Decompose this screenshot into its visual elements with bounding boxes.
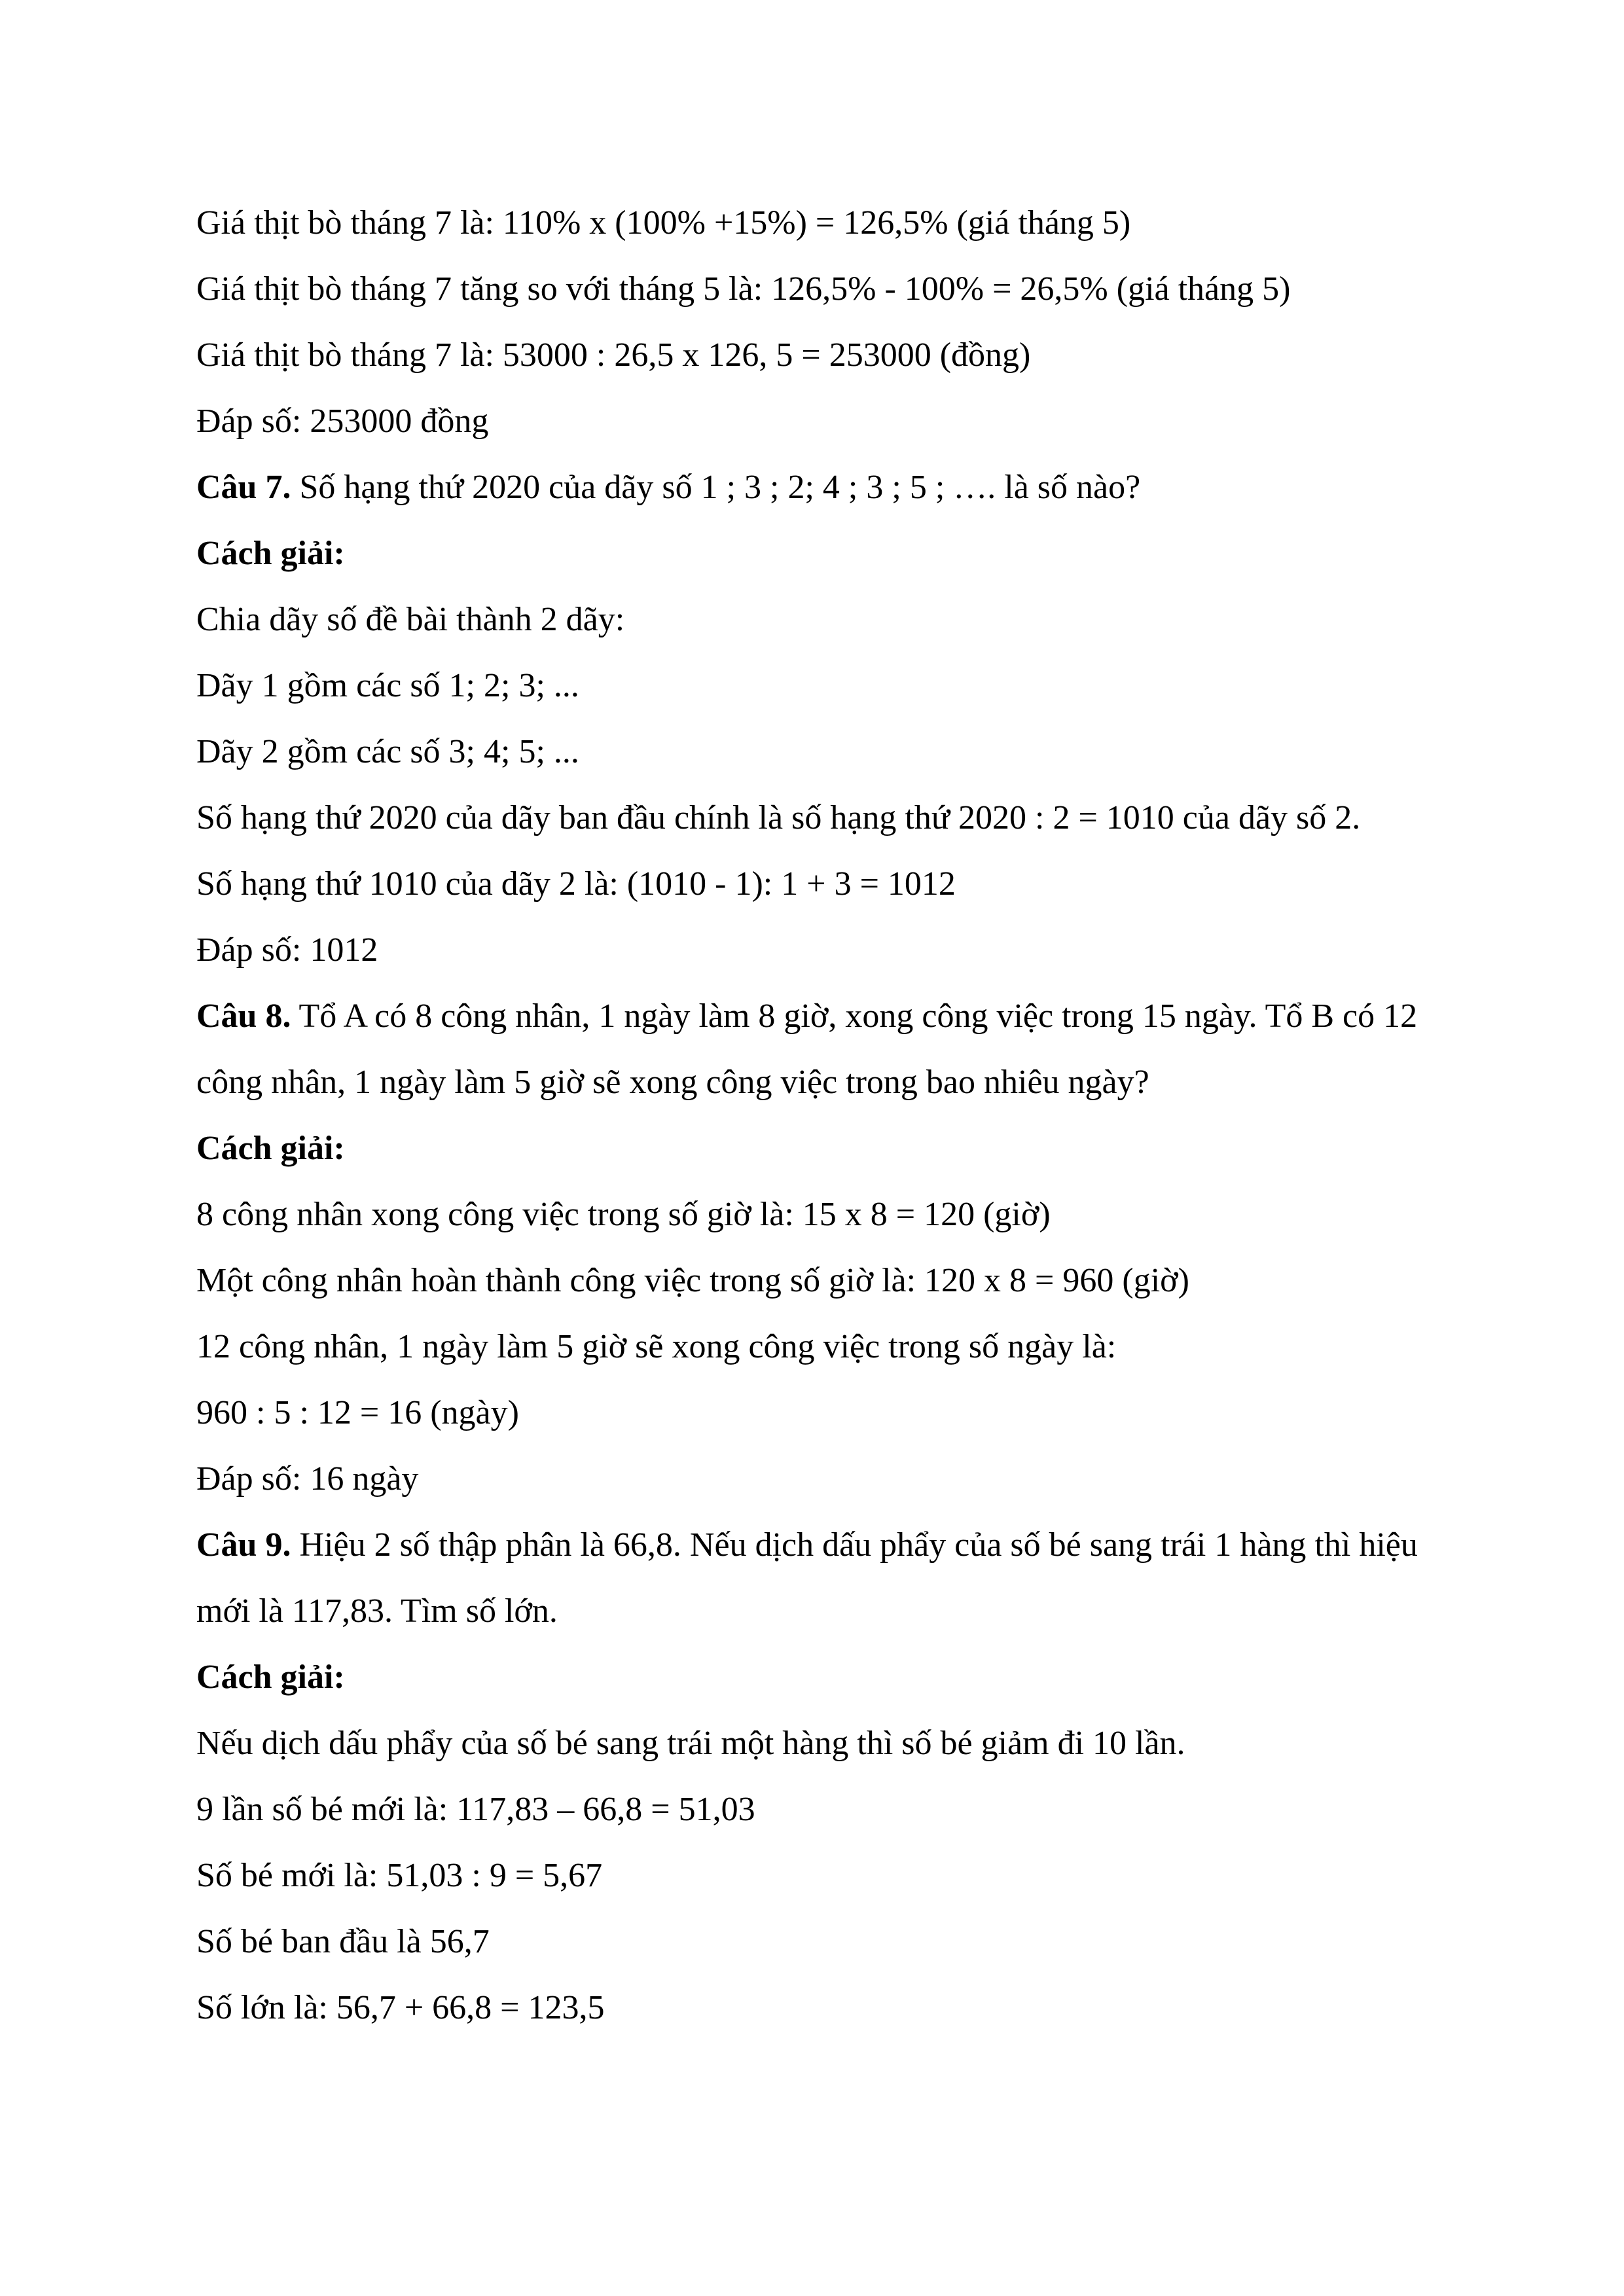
q9-solution-line-3: Số bé mới là: 51,03 : 9 = 5,67 — [196, 1857, 603, 1894]
q8-label: Câu 8. — [196, 997, 291, 1035]
q7-question — [196, 454, 1440, 520]
q8-solution-line-3: 12 công nhân, 1 ngày làm 5 giờ sẽ xong công việc trong số ngày là: — [196, 1328, 1117, 1365]
q9-label: Câu 9. — [196, 1526, 291, 1564]
document-page — [196, 190, 1440, 2041]
q6-solution-line-3: Giá thịt bò tháng 7 là: 53000 : 26,5 x 126, 5 = 253000 (đồng) — [196, 336, 1031, 374]
q9-solution-line-5: Số lớn là: 56,7 + 66,8 = 123,5 — [196, 1989, 605, 2026]
q7-text: Số hạng thứ 2020 của dãy số 1 ; 3 ; 2; 4 ; 3 ; 5 ; …. là số nào? — [291, 469, 1141, 506]
q6-solution-line-1: Giá thịt bò tháng 7 là: 110% x (100% +15%) = 126,5% (giá tháng 5) — [196, 204, 1131, 242]
q9-solution-line-4: Số bé ban đầu là 56,7 — [196, 1923, 490, 1960]
q8-solution-line-1: 8 công nhân xong công việc trong số giờ là: 15 x 8 = 120 (giờ) — [196, 1196, 1051, 1233]
q8-answer: Đáp số: 16 ngày — [196, 1460, 419, 1498]
q9-solution-line-2: 9 lần số bé mới là: 117,83 – 66,8 = 51,03 — [196, 1791, 755, 1828]
q7-answer: Đáp số: 1012 — [196, 931, 378, 969]
q9-solution-heading: Cách giải: — [196, 1659, 345, 1696]
q9-text: Hiệu 2 số thập phân là 66,8. Nếu dịch dấu phẩy của số bé sang trái 1 hàng thì hiệu mới là 117,83. Tìm số lớn. — [196, 1526, 1418, 1630]
q7-solution-line-5: Số hạng thứ 1010 của dãy 2 là: (1010 - 1): 1 + 3 = 1012 — [196, 865, 956, 903]
q6-solution-line-2: Giá thịt bò tháng 7 tăng so với tháng 5 là: 126,5% - 100% = 26,5% (giá tháng 5) — [196, 270, 1291, 308]
q7-solution-line-4: Số hạng thứ 2020 của dãy ban đầu chính là số hạng thứ 2020 : 2 = 1010 của dãy số 2. — [196, 799, 1361, 836]
q7-solution-line-1: Chia dãy số đề bài thành 2 dãy: — [196, 601, 625, 638]
q7-solution-line-2: Dãy 1 gồm các số 1; 2; 3; ... — [196, 667, 579, 704]
q8-text: Tổ A có 8 công nhân, 1 ngày làm 8 giờ, xong công việc trong 15 ngày. Tổ B có 12 công nhân, 1 ngày làm 5 giờ sẽ xong công việc trong bao nhiêu ngày? — [196, 997, 1418, 1101]
q7-solution-line-3: Dãy 2 gồm các số 3; 4; 5; ... — [196, 733, 579, 770]
q8-solution-line-2: Một công nhân hoàn thành công việc trong số giờ là: 120 x 8 = 960 (giờ) — [196, 1262, 1189, 1299]
q7-label: Câu 7. — [196, 469, 291, 506]
q9-question — [196, 1512, 1440, 1644]
q9-solution-line-1: Nếu dịch dấu phẩy của số bé sang trái một hàng thì số bé giảm đi 10 lần. — [196, 1725, 1185, 1762]
q6-answer: Đáp số: 253000 đồng — [196, 403, 489, 440]
q8-solution-heading: Cách giải: — [196, 1130, 345, 1167]
q8-question — [196, 983, 1440, 1115]
q7-solution-heading: Cách giải: — [196, 535, 345, 572]
q8-solution-line-4: 960 : 5 : 12 = 16 (ngày) — [196, 1394, 519, 1431]
